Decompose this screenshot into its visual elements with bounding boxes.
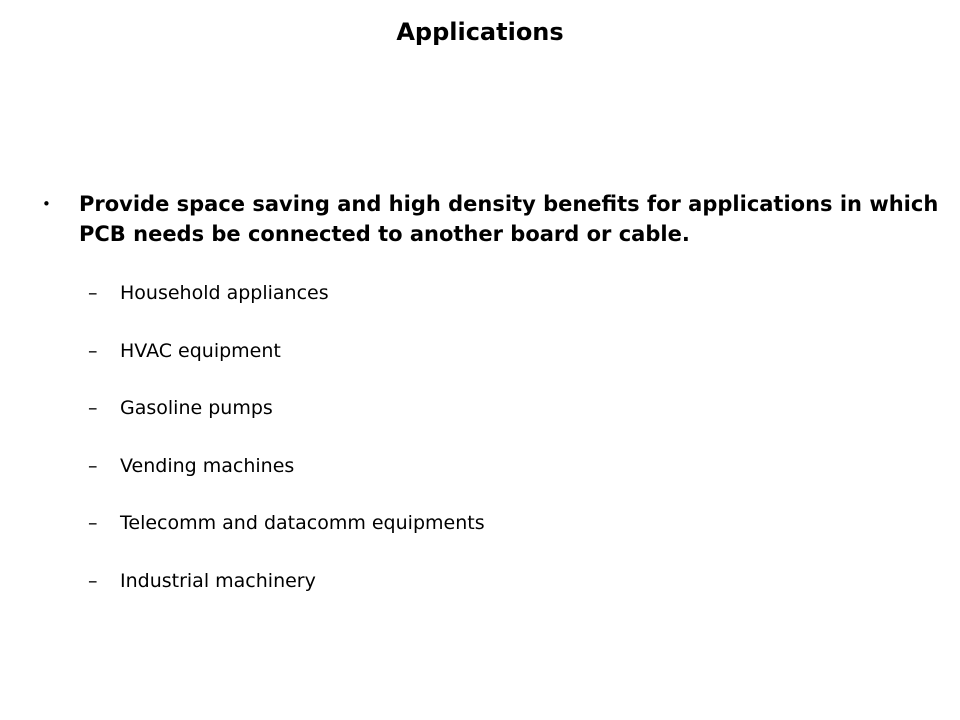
bullet-marker: • — [42, 195, 51, 213]
dash-marker: – — [88, 454, 98, 477]
dash-marker: – — [88, 282, 98, 304]
list-item-label: Industrial machinery — [120, 569, 316, 592]
dash-marker: – — [88, 512, 98, 534]
list-item-label: Telecomm and datacomm equipments — [120, 512, 485, 534]
dash-marker: – — [88, 569, 98, 592]
dash-marker: – — [88, 397, 98, 419]
list-item-label: Gasoline pumps — [120, 397, 273, 419]
list-item-label: HVAC equipment — [120, 339, 281, 362]
main-bullet-text: Provide space saving and high density benefits for applications in which PCB needs be connected to another board or cable. — [79, 192, 939, 246]
list-item-label: Household appliances — [120, 282, 329, 304]
dash-marker: – — [88, 339, 98, 362]
slide-title: Applications — [396, 18, 564, 46]
list-item-label: Vending machines — [120, 454, 295, 477]
